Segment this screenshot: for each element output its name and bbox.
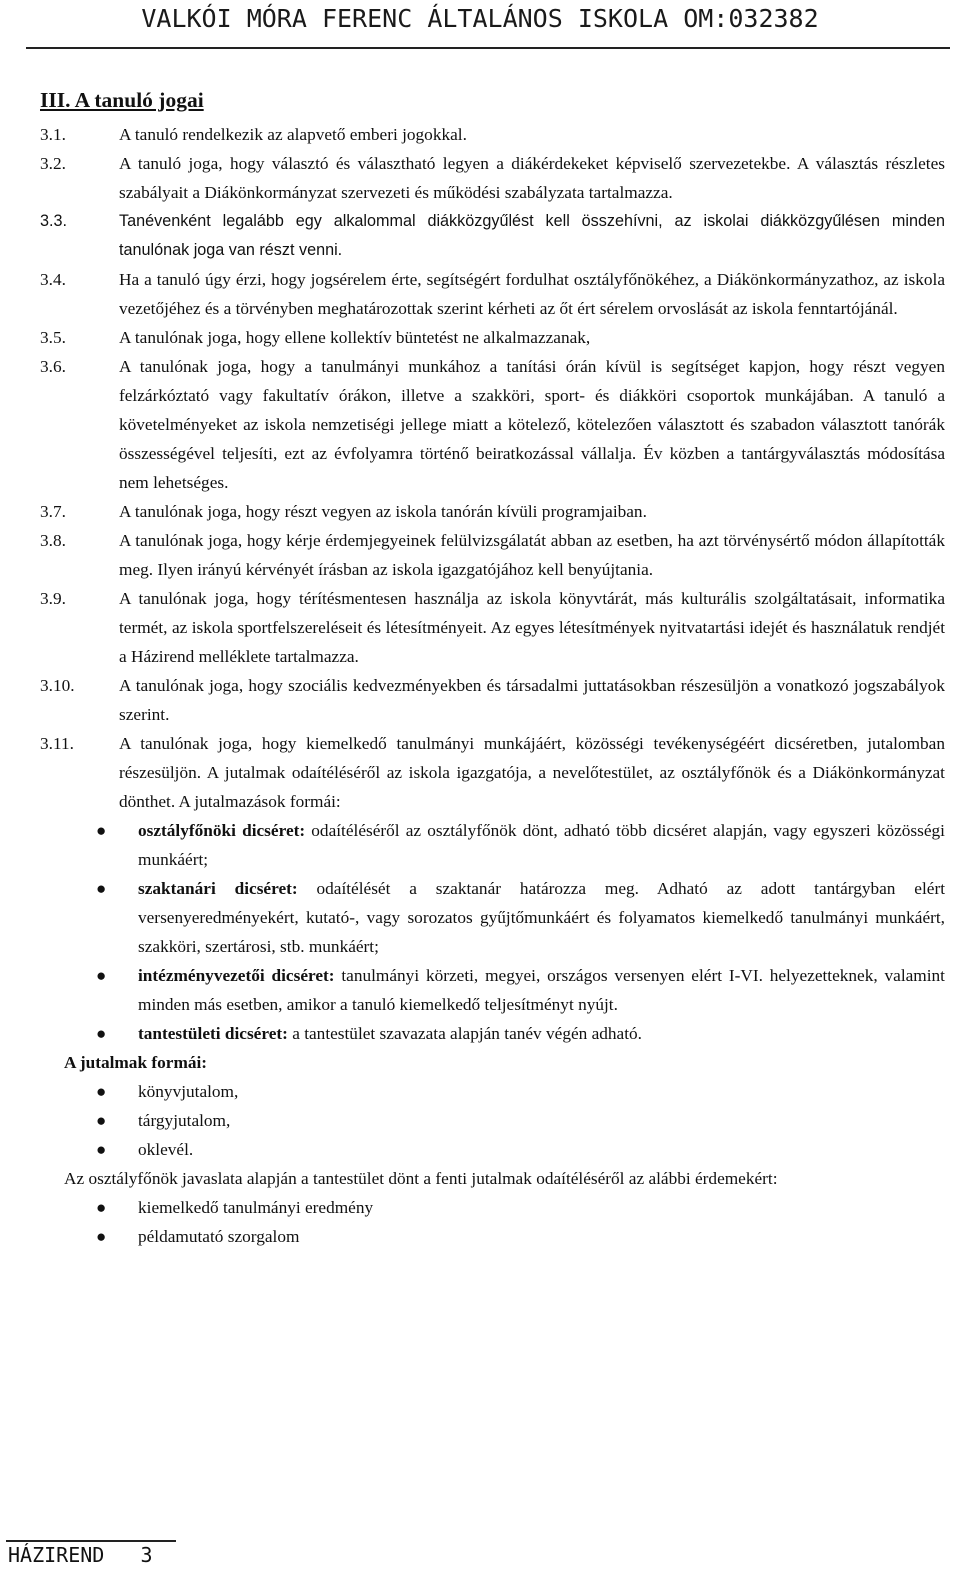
list-item bbox=[40, 816, 945, 874]
point-3-3 bbox=[40, 207, 945, 265]
point-3-4 bbox=[40, 265, 945, 323]
reward-forms-list bbox=[40, 1077, 945, 1164]
list-item bbox=[40, 1106, 945, 1135]
merit-paragraph: Az osztályfőnök javaslata alapján a tantestület dönt a fenti jutalmak odaítéléséről az alábbi érdemekért: bbox=[64, 1169, 778, 1188]
point-number: 3.5. bbox=[40, 328, 66, 347]
point-number: 3.9. bbox=[40, 589, 66, 608]
bullet-icon: ● bbox=[96, 1111, 107, 1130]
point-number: 3.7. bbox=[40, 502, 66, 521]
point-text: A tanulónak joga, hogy a tanulmányi munkához a tanítási órán kívül is segítséget kapjon, hogy részt vegyen felzárkóztató vagy fakultatív órákon, illetve a szakköri, sport- és diákköri csoportok munkájában. A tanuló a követelményeket az iskola nemzetiségi jellege miatt a kötelező, kötelezően választott és szabadon választott tanórák összességével teljesíti, ezt az évfolyamra történő beiratkozással vállalja. Év közben a tantárgyválasztás módosítása nem lehetséges. bbox=[119, 357, 945, 492]
point-number: 3.10. bbox=[40, 676, 75, 695]
point-text: A tanulónak joga, hogy szociális kedvezményekben és társadalmi juttatásokban részesüljön a vonatkozó jogszabályok szerint. bbox=[119, 676, 945, 724]
point-3-10 bbox=[40, 671, 945, 729]
bullet-icon: ● bbox=[96, 821, 107, 840]
bullet-icon: ● bbox=[96, 879, 107, 898]
page-number: 3 bbox=[140, 1543, 153, 1567]
reward-item: tárgyjutalom, bbox=[138, 1111, 231, 1130]
point-3-11 bbox=[40, 729, 945, 816]
point-number: 3.1. bbox=[40, 125, 66, 144]
footer-divider bbox=[6, 1540, 176, 1542]
point-3-1 bbox=[40, 120, 945, 149]
point-3-9 bbox=[40, 584, 945, 671]
point-3-5 bbox=[40, 323, 945, 352]
page-footer bbox=[8, 1543, 153, 1567]
list-item bbox=[40, 874, 945, 961]
bullet-icon: ● bbox=[96, 1227, 107, 1246]
point-number: 3.2. bbox=[40, 154, 66, 173]
list-item bbox=[40, 1019, 945, 1048]
praise-text: odaítéléséről az osztályfőnök dönt, adható több dicséret alapján, vagy egyszeri közösségi munkáért; bbox=[138, 821, 945, 869]
bullet-icon: ● bbox=[96, 1024, 107, 1043]
merit-list bbox=[40, 1193, 945, 1251]
praise-text: a tantestület szavazata alapján tanév végén adható. bbox=[287, 1024, 642, 1043]
reward-item: oklevél. bbox=[138, 1140, 194, 1159]
point-text: A tanulónak joga, hogy térítésmentesen használja az iskola könyvtárát, más kulturális szolgáltatásait, informatika termét, az iskola sportfelszereléseit és létesítményeit. Az egyes létesítmények nyitvatartási idejét és használatuk rendjét a Házirend melléklete tartalmazza. bbox=[119, 589, 945, 666]
praise-term: tantestületi dicséret: bbox=[138, 1024, 288, 1043]
page-header bbox=[0, 4, 960, 44]
praise-term: intézményvezetői dicséret: bbox=[138, 966, 335, 985]
praise-text: odaítélését a szaktanár határozza meg. Adható az adott tantárgyban elért versenyeredményekért, kutató-, vagy sorozatos gyűjtőmunkáért és folyamatos kiemelkedő tanulmányi munkáért, szakköri, szertárosi, stb. munkáért; bbox=[138, 879, 945, 956]
point-number: 3.11. bbox=[40, 734, 74, 753]
point-text: A tanulónak joga, hogy ellene kollektív büntetést ne alkalmazzanak, bbox=[119, 328, 591, 347]
list-item bbox=[40, 961, 945, 1019]
list-item bbox=[40, 1222, 945, 1251]
header-divider bbox=[26, 47, 950, 49]
point-number: 3.8. bbox=[40, 531, 66, 550]
praise-term: osztályfőnöki dicséret: bbox=[138, 821, 306, 840]
point-3-2 bbox=[40, 149, 945, 207]
praise-term: szaktanári dicséret: bbox=[138, 879, 298, 898]
header-title: VALKÓI MÓRA FERENC ÁLTALÁNOS ISKOLA OM:032382 bbox=[141, 4, 819, 33]
bullet-icon: ● bbox=[96, 1140, 107, 1159]
section-title: III. A tanuló jogai bbox=[40, 88, 204, 112]
list-item bbox=[40, 1135, 945, 1164]
point-text: A tanulónak joga, hogy kérje érdemjegyeinek felülvizsgálatát abban az esetben, ha azt törvénysértő módon állapították meg. Ilyen irányú kérvényét írásban az iskola igazgatójához kell benyújtania. bbox=[119, 531, 945, 579]
list-item bbox=[40, 1193, 945, 1222]
point-text: Ha a tanuló úgy érzi, hogy jogsérelem érte, segítségért fordulhat osztályfőnökéhez, a Diákönkormányzathoz, az iskola vezetőjéhez és a törvényben meghatározottak szerint kérheti az őt ért sérelem orvoslását az iskola fenntartójánál. bbox=[119, 270, 945, 318]
bullet-icon: ● bbox=[96, 966, 107, 985]
list-item bbox=[40, 1077, 945, 1106]
point-3-8 bbox=[40, 526, 945, 584]
merit-item: példamutató szorgalom bbox=[138, 1227, 300, 1246]
reward-forms-heading: A jutalmak formái: bbox=[64, 1053, 208, 1072]
point-text: A tanulónak joga, hogy részt vegyen az iskola tanórán kívüli programjaiban. bbox=[119, 502, 647, 521]
footer-label: HÁZIREND bbox=[8, 1543, 105, 1567]
point-text: A tanuló joga, hogy választó és választható legyen a diákérdekeket képviselő szervezetekbe. A választás részletes szabályait a Diákönkormányzat szervezeti és működési szabályzata tartalmazza. bbox=[119, 154, 945, 202]
praise-forms-list bbox=[40, 816, 945, 1048]
point-3-7 bbox=[40, 497, 945, 526]
point-text: A tanuló rendelkezik az alapvető emberi jogokkal. bbox=[119, 125, 467, 144]
point-3-6 bbox=[40, 352, 945, 497]
page-content bbox=[40, 84, 945, 1251]
bullet-icon: ● bbox=[96, 1082, 107, 1101]
point-number: 3.4. bbox=[40, 270, 66, 289]
point-text: Tanévenként legalább egy alkalommal diákközgyűlést kell összehívni, az iskolai diákközgyűlésen minden tanulónak joga van részt venni. bbox=[119, 212, 945, 259]
merit-item: kiemelkedő tanulmányi eredmény bbox=[138, 1198, 374, 1217]
reward-item: könyvjutalom, bbox=[138, 1082, 239, 1101]
point-text: A tanulónak joga, hogy kiemelkedő tanulmányi munkájáért, közösségi tevékenységéért dicséretben, jutalomban részesüljön. A jutalmak odaítéléséről az iskola igazgatója, a nevelőtestület, az osztályfőnök és a Diákönkormányzat dönthet. A jutalmazások formái: bbox=[119, 734, 945, 811]
point-number: 3.3. bbox=[40, 212, 68, 230]
bullet-icon: ● bbox=[96, 1198, 107, 1217]
point-number: 3.6. bbox=[40, 357, 66, 376]
praise-text: tanulmányi körzeti, megyei, országos versenyen elért I-VI. helyezetteknek, valamint minden más esetben, amikor a tanuló kiemelkedő teljesítményt nyújt. bbox=[138, 966, 945, 1014]
